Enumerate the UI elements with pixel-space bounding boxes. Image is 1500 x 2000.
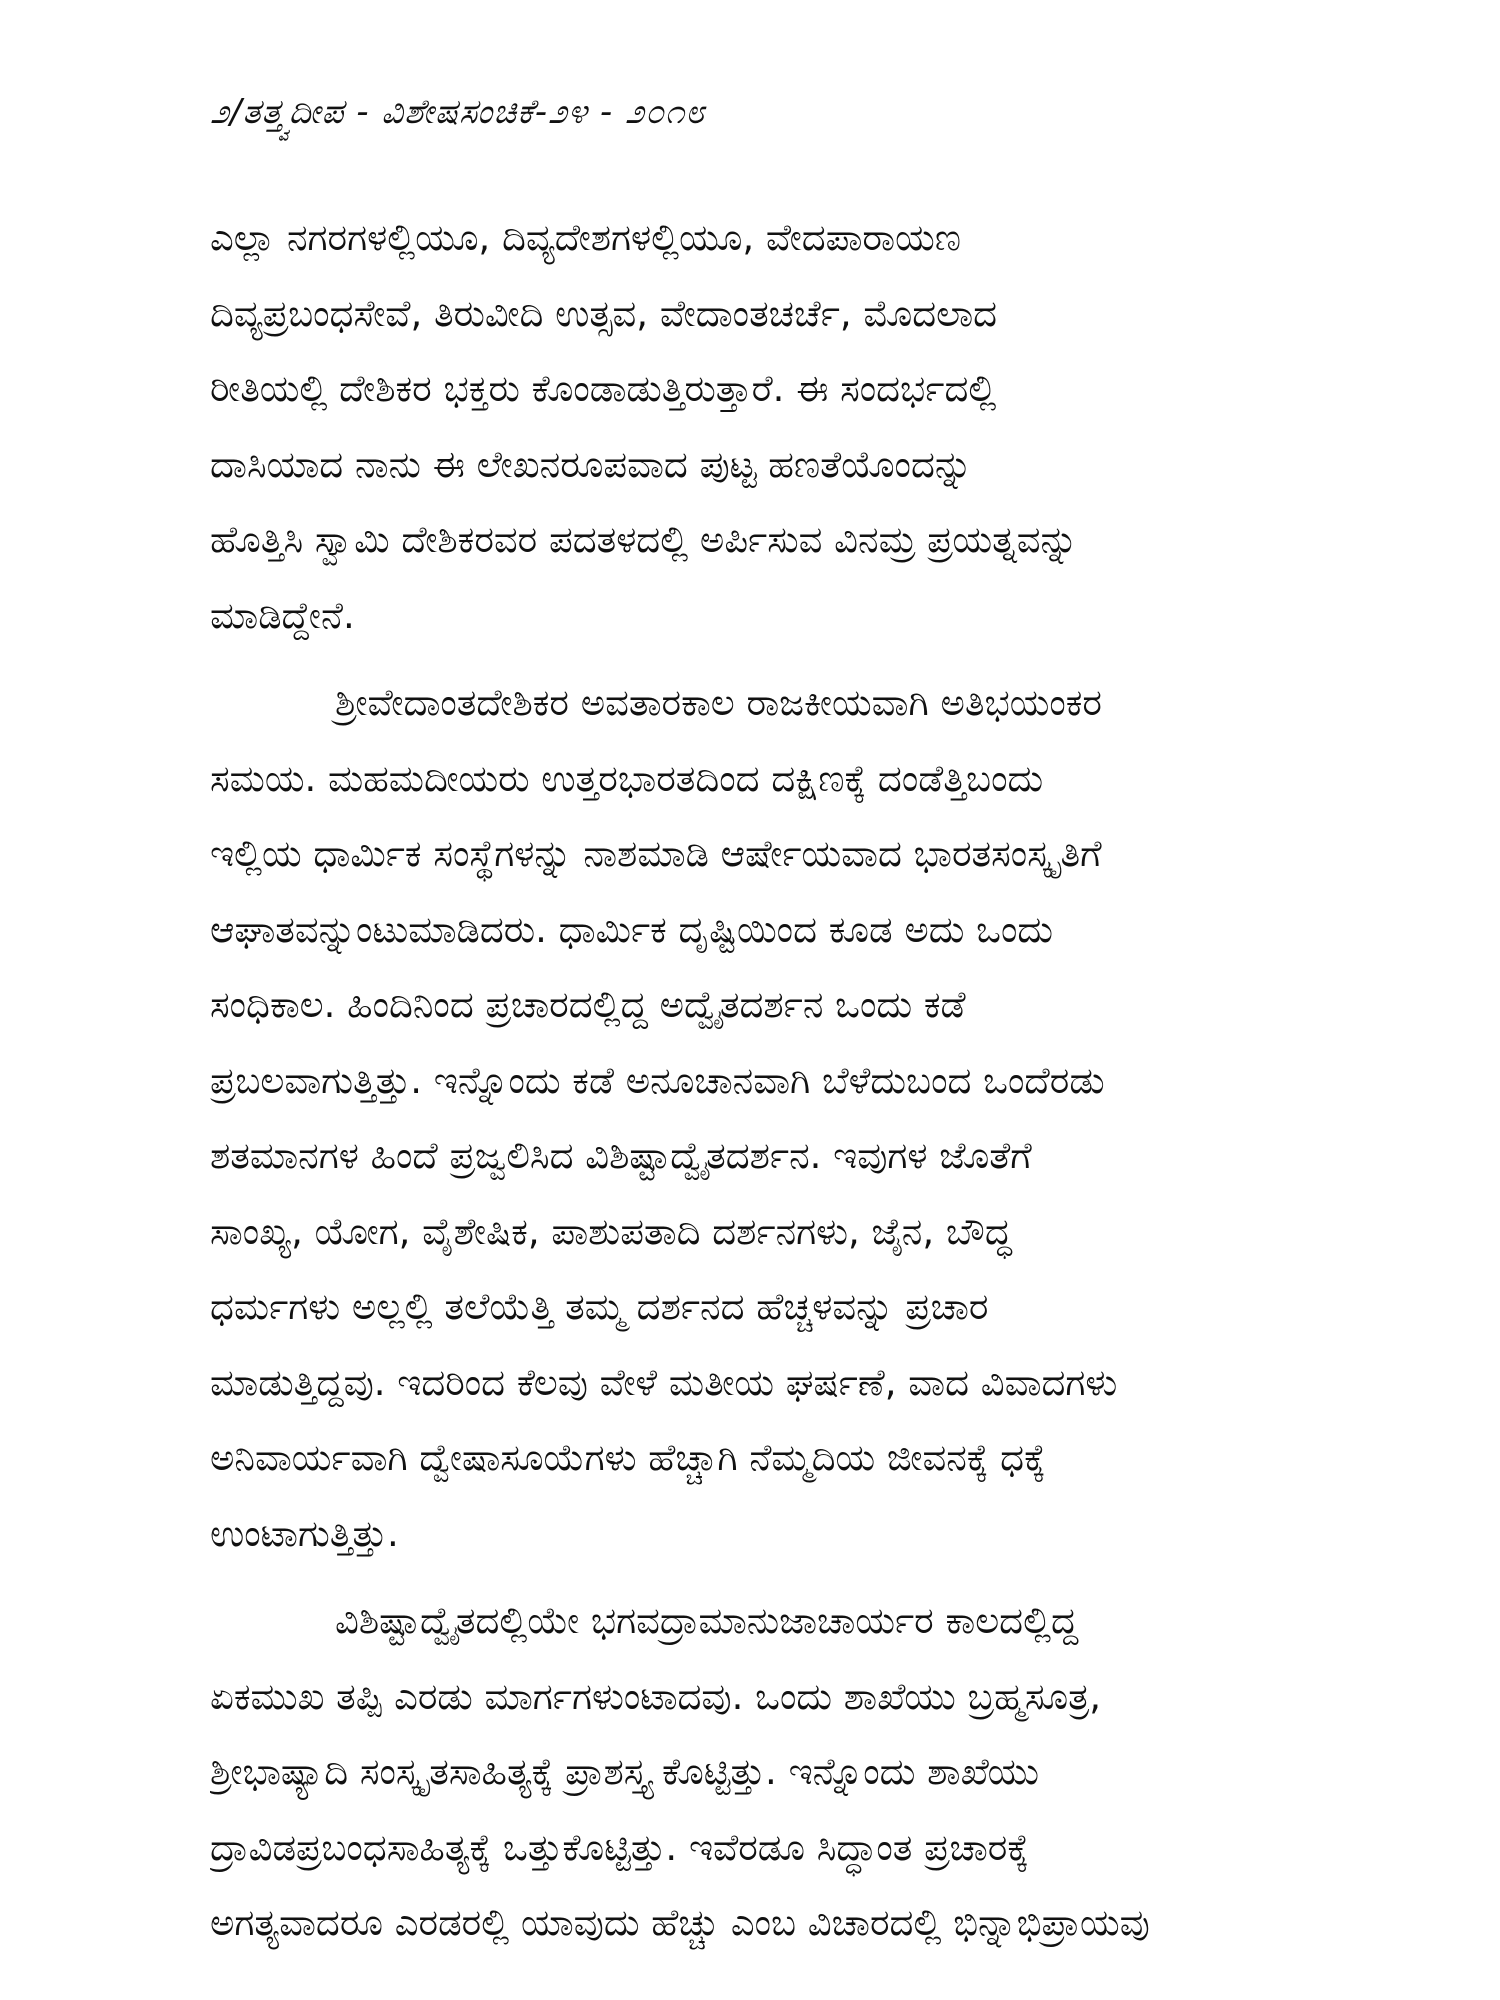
text-line: ಹೊತ್ತಿಸಿ ಸ್ವಾಮಿ ದೇಶಿಕರವರ ಪದತಳದಲ್ಲಿ ಅರ್ಪಿಸುವ ವಿನಮ್ರ ಪ್ರಯತ್ನವನ್ನು xyxy=(210,518,1078,561)
text-line: ವಿಶಿಷ್ಟಾದ್ವೈತದಲ್ಲಿಯೇ ಭಗವದ್ರಾಮಾನುಜಾಚಾರ್ಯರ ಕಾಲದಲ್ಲಿದ್ದ xyxy=(335,1599,1079,1642)
text-line: ಸಾಂಖ್ಯ, ಯೋಗ, ವೈಶೇಷಿಕ, ಪಾಶುಪತಾದಿ ದರ್ಶನಗಳು, ಜೈನ, ಬೌದ್ಧ xyxy=(210,1209,1012,1253)
text-line: ಆಘಾತವನ್ನುಂಟುಮಾಡಿದರು. ಧಾರ್ಮಿಕ ದೃಷ್ಟಿಯಿಂದ ಕೂಡ ಅದು ಒಂದು xyxy=(210,907,1054,951)
text-line: ಶತಮಾನಗಳ ಹಿಂದೆ ಪ್ರಜ್ವಲಿಸಿದ ವಿಶಿಷ್ಟಾದ್ವೈತದರ್ಶನ. ಇವುಗಳ ಜೊತೆಗೆ xyxy=(210,1134,1032,1177)
paragraph-1 xyxy=(210,200,1310,653)
text-line: ಸಂಧಿಕಾಲ. ಹಿಂದಿನಿಂದ ಪ್ರಚಾರದಲ್ಲಿದ್ದ ಅದ್ವೈತದರ್ಶನ ಒಂದು ಕಡೆ xyxy=(210,983,966,1026)
text-line: ಸಮಯ. ಮಹಮದೀಯರು ಉತ್ತರಭಾರತದಿಂದ ದಕ್ಷಿಣಕ್ಕೆ ದಂಡೆತ್ತಿಬಂದು xyxy=(210,756,1044,800)
text-line: ಎಲ್ಲಾ ನಗರಗಳಲ್ಲಿಯೂ, ದಿವ್ಯದೇಶಗಳಲ್ಲಿಯೂ, ವೇದಪಾರಾಯಣ xyxy=(210,216,961,259)
text-line: ಶ್ರೀವೇದಾಂತದೇಶಿಕರ ಅವತಾರಕಾಲ ರಾಜಕೀಯವಾಗಿ ಅತಿಭಯಂಕರ xyxy=(335,681,1102,724)
text-line: ಪ್ರಬಲವಾಗುತ್ತಿತ್ತು. ಇನ್ನೊಂದು ಕಡೆ ಅನೂಚಾನವಾಗಿ ಬೆಳೆದುಬಂದ ಒಂದೆರಡು xyxy=(210,1058,1105,1102)
text-line: ಶ್ರೀಭಾಷ್ಯಾದಿ ಸಂಸ್ಕೃತಸಾಹಿತ್ಯಕ್ಕೆ ಪ್ರಾಶಸ್ತ್ಯ ಕೊಟ್ಟಿತ್ತು. ಇನ್ನೊಂದು ಶಾಖೆಯು xyxy=(210,1750,1040,1793)
text-line: ದಿವ್ಯಪ್ರಬಂಧಸೇವೆ, ತಿರುವೀದಿ ಉತ್ಸವ, ವೇದಾಂತಚರ್ಚೆ, ಮೊದಲಾದ xyxy=(210,291,998,335)
text-line: ರೀತಿಯಲ್ಲಿ ದೇಶಿಕರ ಭಕ್ತರು ಕೊಂಡಾಡುತ್ತಿರುತ್ತಾರೆ. ಈ ಸಂದರ್ಭದಲ್ಲಿ xyxy=(210,367,997,410)
paragraph-2 xyxy=(210,665,1310,1571)
text-line: ಅಗತ್ಯವಾದರೂ ಎರಡರಲ್ಲಿ ಯಾವುದು ಹೆಚ್ಚು ಎಂಬ ವಿಚಾರದಲ್ಲಿ ಭಿನ್ನಾಭಿಪ್ರಾಯವು xyxy=(210,1901,1150,1944)
paragraph-3 xyxy=(210,1583,1310,1961)
body-text xyxy=(210,200,1310,1961)
text-line: ಧರ್ಮಗಳು ಅಲ್ಲಲ್ಲಿ ತಲೆಯೆತ್ತಿ ತಮ್ಮ ದರ್ಶನದ ಹೆಚ್ಚಳವನ್ನು ಪ್ರಚಾರ xyxy=(210,1285,989,1328)
text-line: ಮಾಡಿದ್ದೇನೆ. xyxy=(210,593,355,637)
text-line: ಮಾಡುತ್ತಿದ್ದವು. ಇದರಿಂದ ಕೆಲವು ವೇಳೆ ಮತೀಯ ಘರ್ಷಣೆ, ವಾದ ವಿವಾದಗಳು xyxy=(210,1360,1118,1404)
text-line: ದಾಸಿಯಾದ ನಾನು ಈ ಲೇಖನರೂಪವಾದ ಪುಟ್ಟ ಹಣತೆಯೊಂದನ್ನು xyxy=(210,442,973,486)
text-line: ಏಕಮುಖ ತಪ್ಪಿ ಎರಡು ಮಾರ್ಗಗಳುಂಟಾದವು. ಒಂದು ಶಾಖೆಯು ಬ್ರಹ್ಮಸೂತ್ರ, xyxy=(210,1674,1102,1718)
text-line: ದ್ರಾವಿಡಪ್ರಬಂಧಸಾಹಿತ್ಯಕ್ಕೆ ಒತ್ತುಕೊಟ್ಟಿತ್ತು. ಇವೆರಡೂ ಸಿದ್ಧಾಂತ ಪ್ರಚಾರಕ್ಕೆ xyxy=(210,1825,1030,1869)
text-line: ಅನಿವಾರ್ಯವಾಗಿ ದ್ವೇಷಾಸೂಯೆಗಳು ಹೆಚ್ಚಾಗಿ ನೆಮ್ಮದಿಯ ಜೀವನಕ್ಕೆ ಧಕ್ಕೆ xyxy=(210,1436,1046,1479)
running-header: ೨/ತತ್ತ್ವದೀಪ - ವಿಶೇಷಸಂಚಿಕೆ-೨೪ - ೨೦೧೮ xyxy=(210,92,706,132)
text-line: ಇಲ್ಲಿಯ ಧಾರ್ಮಿಕ ಸಂಸ್ಥೆಗಳನ್ನು ನಾಶಮಾಡಿ ಆರ್ಷೇಯವಾದ ಭಾರತಸಂಸ್ಕೃತಿಗೆ xyxy=(210,832,1102,875)
text-line: ಉಂಟಾಗುತ್ತಿತ್ತು. xyxy=(210,1511,399,1555)
